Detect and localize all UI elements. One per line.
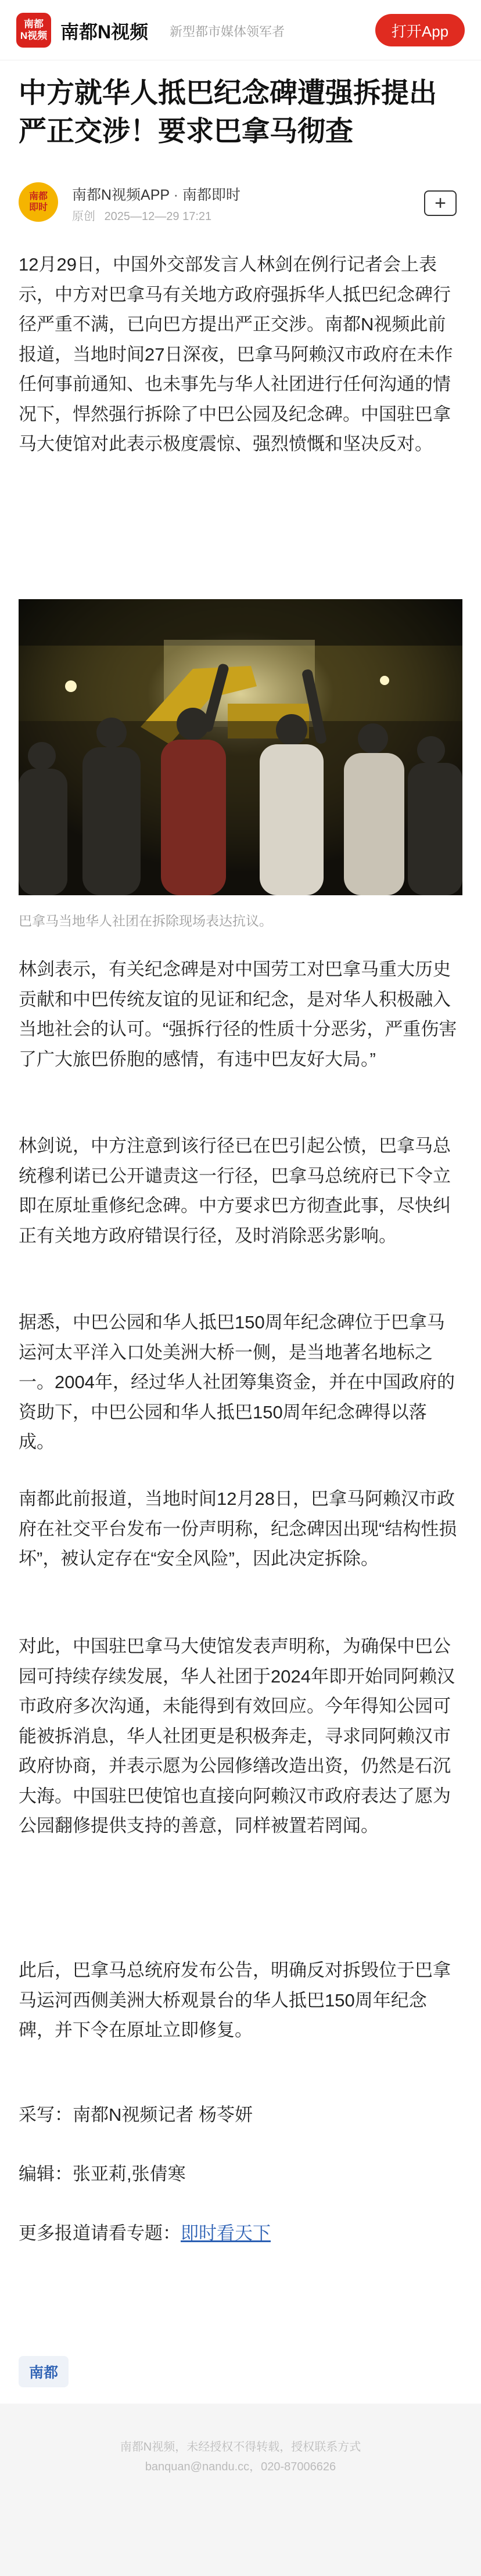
article-paragraph-3: 林剑说，中方注意到该行径已在巴引起公愤，巴拿马总统穆利诺已公开谴责这一行径，巴拿马总统府已下令立即在原址重修纪念碑。中方要求巴方彻查此事，尽快纠正有关地方政府错误行径，及时消除恶劣影响。 xyxy=(19,1136,451,1246)
copyright-line-1: 南都N视频，未经授权不得转载，授权联系方式 xyxy=(120,2441,361,2453)
publish-meta xyxy=(72,207,211,224)
app-slogan: 新型都市媒体领军者 xyxy=(170,24,285,39)
top-app-banner xyxy=(0,0,481,60)
article-tag[interactable]: 南都 xyxy=(19,2356,69,2387)
copyright-line-2: banquan@nandu.cc，020-87006626 xyxy=(145,2460,336,2473)
more-reports xyxy=(19,2221,271,2246)
article-title: 中方就华人抵巴纪念碑遭强拆提出严正交涉！要求巴拿马彻查 xyxy=(19,78,437,147)
author-name-line xyxy=(72,183,240,204)
publish-time: 2025—12—29 17:21 xyxy=(104,210,212,223)
copyright-footer xyxy=(0,2404,481,2576)
author-column[interactable]: 南都即时 xyxy=(182,187,240,203)
article-paragraph-6: 对此，中国驻巴拿马大使馆发表声明称，为确保中巴公园可持续存续发展，华人社团于2024年即开始同阿赖汉市政府多次沟通，未能得到有效回应。今年得知公园可能被拆消息，华人社团更是积极奔走，寻求同阿赖汉市政府协商，并表示愿为公园修缮改造出资，仍然是石沉大海。中国驻巴使馆也直接向阿赖汉市政府表达了愿为公园翻修提供支持的善意，同样被置若罔闻。 xyxy=(19,1636,455,1836)
open-app-button[interactable]: 打开App xyxy=(375,14,465,46)
image-caption: 巴拿马当地华人社团在拆除现场表达抗议。 xyxy=(19,913,272,928)
app-logo-text-line1: 南都 xyxy=(24,19,44,30)
article-paragraph-4: 据悉，中巴公园和华人抵巴150周年纪念碑位于巴拿马运河太平洋入口处美洲大桥一侧，是当地著名地标之一。2004年，经过华人社团筹集资金，并在中国政府的资助下，中巴公园和华人抵巴150周年纪念碑得以落成。 xyxy=(19,1312,455,1452)
article-paragraph-2: 林剑表示，有关纪念碑是对中国劳工对巴拿马重大历史贡献和中巴传统友谊的见证和纪念，是对华人积极融入当地社会的认可。“强拆行径的性质十分恶劣，严重伤害了广大旅巴侨胞的感情，有违中巴友好大局。” xyxy=(19,959,457,1069)
editor-credit: 编辑：张亚莉,张倩寒 xyxy=(19,2164,186,2184)
more-reports-prefix: 更多报道请看专题： xyxy=(19,2223,181,2243)
app-logo-text-line2: N视频 xyxy=(20,30,48,41)
app-name: 南都N视频 xyxy=(60,21,149,42)
avatar-text-line1: 南都 xyxy=(28,192,48,201)
author-separator: · xyxy=(173,187,178,203)
protest-scene-image xyxy=(19,599,462,895)
article-paragraph-7: 此后，巴拿马总统府发布公告，明确反对拆毁位于巴拿马运河西侧美洲大桥观景台的华人抵巴150周年纪念碑，并下令在原址立即修复。 xyxy=(19,1960,451,2040)
article-paragraph-1: 12月29日，中国外交部发言人林剑在例行记者会上表示，中方对巴拿马有关地方政府强拆华人抵巴纪念碑行径严重不满，已向巴方提出严正交涉。南都N视频此前报道，当地时间27日深夜，巴拿马阿赖汉市政府在未作任何事前通知、也未事先与华人社团进行任何沟通的情况下，悍然强行拆除了中巴公园及纪念碑。中国驻巴拿马大使馆对此表示极度震惊、强烈愤慨和坚决反对。 xyxy=(19,254,453,454)
follow-button[interactable] xyxy=(424,190,457,216)
author-avatar[interactable] xyxy=(19,182,58,222)
app-logo xyxy=(16,13,51,48)
article-paragraph-5: 南都此前报道，当地时间12月28日，巴拿马阿赖汉市政府在社交平台发布一份声明称，纪念碑因出现“结构性损坏”，被认定存在“安全风险”，因此决定拆除。 xyxy=(19,1489,457,1569)
plus-icon: + xyxy=(435,192,446,214)
reporter-credit: 采写：南都N视频记者 杨苓妍 xyxy=(19,2105,253,2125)
author-name[interactable]: 南都N视频APP xyxy=(72,187,170,203)
author-info xyxy=(19,174,462,230)
protest-photo[interactable] xyxy=(19,599,462,895)
topic-link[interactable]: 即时看天下 xyxy=(181,2223,271,2243)
avatar-text-line2: 即时 xyxy=(28,203,48,212)
original-label: 原创 xyxy=(72,210,95,223)
